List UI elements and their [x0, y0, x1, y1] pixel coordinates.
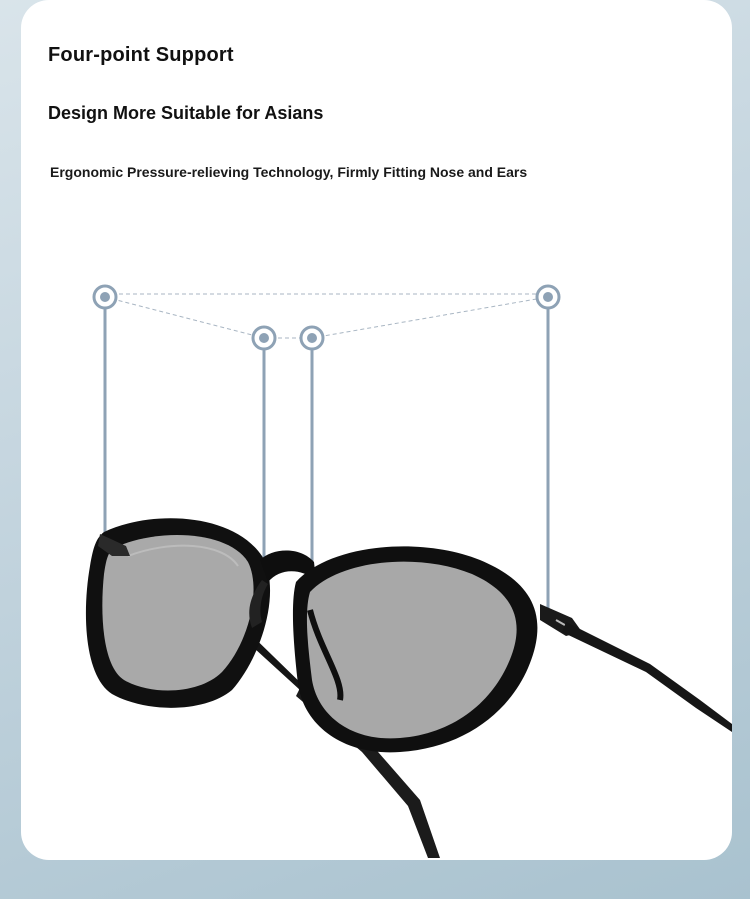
support-point-1 — [94, 286, 116, 308]
page-title: Four-point Support — [48, 44, 234, 66]
support-point-2 — [253, 327, 275, 349]
support-point-3 — [301, 327, 323, 349]
support-point-4 — [537, 286, 559, 308]
support-connector-lines — [105, 294, 548, 338]
right-lens-frame — [293, 546, 537, 752]
page-subtitle: Design More Suitable for Asians — [48, 103, 324, 123]
feature-description: Ergonomic Pressure-relieving Technology, Firmly Fitting Nose and Ears — [50, 164, 528, 180]
near-temple-arm — [562, 622, 732, 732]
